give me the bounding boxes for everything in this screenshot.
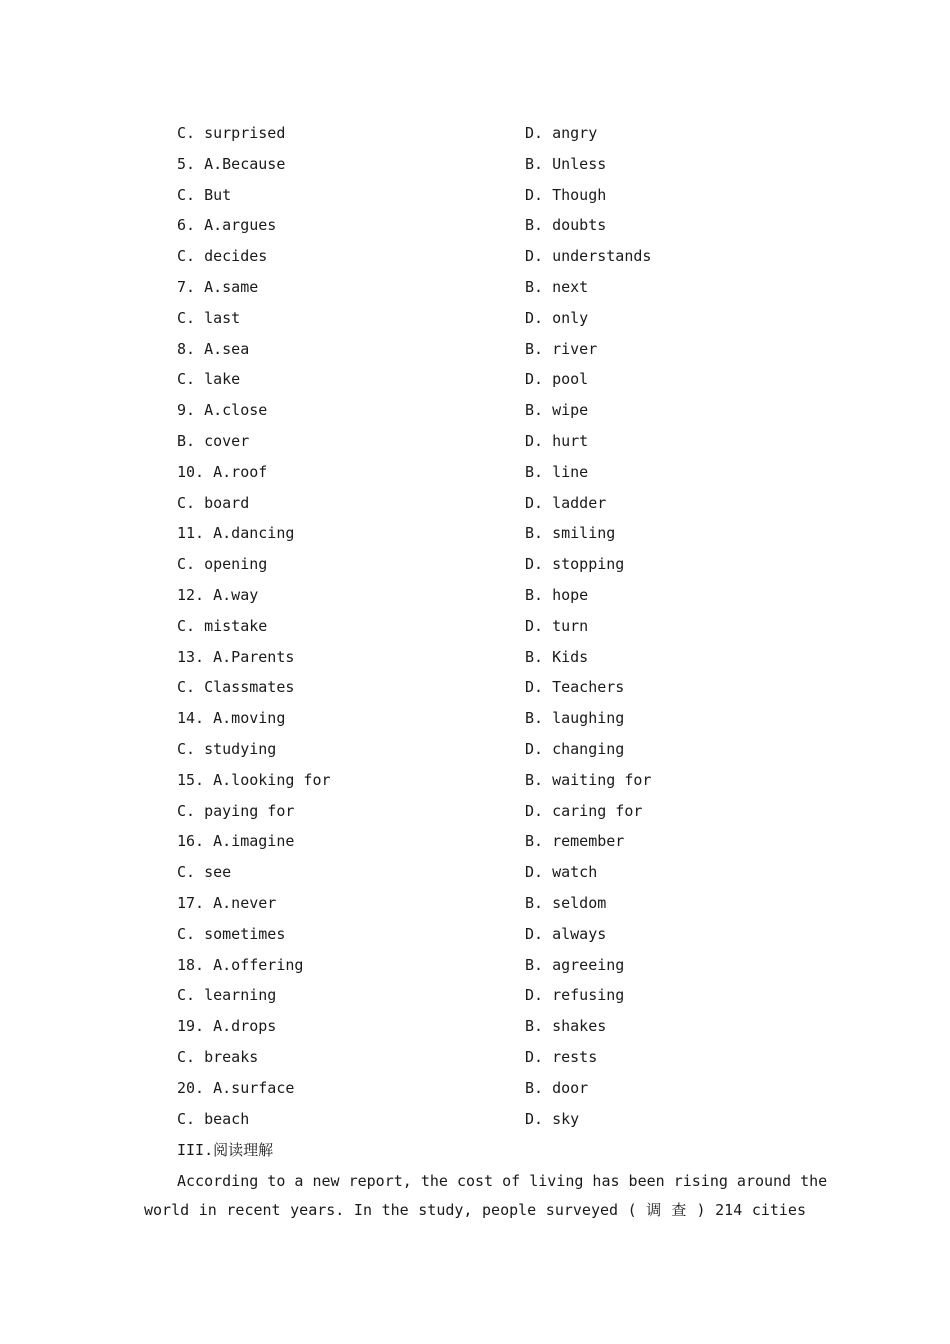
option-right: B. hope: [525, 585, 589, 604]
option-row: [177, 826, 817, 857]
option-right: D. Though: [525, 185, 607, 204]
option-left: 16. A.imagine: [177, 832, 295, 851]
option-row: [177, 210, 817, 241]
option-right: D. hurt: [525, 431, 589, 450]
option-right: B. seldom: [525, 893, 607, 912]
option-right: D. Teachers: [525, 678, 625, 697]
option-row: [177, 180, 817, 211]
option-right: D. only: [525, 308, 589, 327]
option-row: [177, 888, 817, 919]
option-right: D. watch: [525, 863, 598, 882]
option-row: [177, 611, 817, 642]
passage-line: world in recent years. In the study, people surveyed ( 调 查 ) 214 cities: [144, 1201, 806, 1219]
option-left: C. surprised: [177, 124, 286, 142]
option-right: D. refusing: [525, 986, 625, 1005]
option-row: [177, 857, 817, 888]
option-left: C. decides: [177, 247, 268, 266]
option-row: [177, 426, 817, 457]
option-row: [177, 765, 817, 796]
option-left: C. breaks: [177, 1047, 259, 1066]
option-row: [177, 395, 817, 426]
option-left: 5. A.Because: [177, 154, 286, 173]
option-right: B. river: [525, 339, 598, 358]
option-right: D. pool: [525, 370, 589, 389]
option-right: B. door: [525, 1078, 589, 1097]
option-left: 7. A.same: [177, 277, 259, 296]
option-right: B. shakes: [525, 1017, 607, 1036]
option-right: B. line: [525, 462, 589, 481]
section-heading: III.阅读理解: [177, 1141, 274, 1159]
option-left: C. But: [177, 185, 232, 204]
option-right: D. changing: [525, 739, 625, 758]
option-left: 20. A.surface: [177, 1078, 295, 1097]
answer-options-list: [177, 118, 817, 1134]
option-row: [177, 549, 817, 580]
reading-passage: [144, 1167, 828, 1225]
option-right: D. caring for: [525, 801, 643, 820]
option-left: 11. A.dancing: [177, 524, 295, 543]
option-row: [177, 672, 817, 703]
option-row: [177, 642, 817, 673]
option-left: 19. A.drops: [177, 1017, 277, 1036]
option-left: 6. A.argues: [177, 216, 277, 235]
option-row: [177, 580, 817, 611]
option-row: [177, 241, 817, 272]
option-row: [177, 703, 817, 734]
option-right: B. agreeing: [525, 955, 625, 974]
option-row: [177, 734, 817, 765]
option-left: C. mistake: [177, 616, 268, 635]
option-right: B. smiling: [525, 524, 616, 543]
option-right: D. stopping: [525, 555, 625, 574]
option-left: 10. A.roof: [177, 462, 268, 481]
option-right: B. wipe: [525, 401, 589, 420]
option-row: [177, 950, 817, 981]
option-right: D. always: [525, 924, 607, 943]
option-left: 14. A.moving: [177, 709, 286, 728]
option-left: C. paying for: [177, 801, 295, 820]
option-right: D. angry: [525, 124, 598, 142]
option-right: D. turn: [525, 616, 589, 635]
option-row: [177, 364, 817, 395]
option-row: [177, 457, 817, 488]
option-right: D. understands: [525, 247, 652, 266]
option-row: [177, 272, 817, 303]
option-right: D. ladder: [525, 493, 607, 512]
option-left: C. board: [177, 493, 250, 512]
passage-line: According to a new report, the cost of living has been rising around the: [177, 1172, 828, 1190]
option-left: 12. A.way: [177, 585, 259, 604]
option-left: C. lake: [177, 370, 241, 389]
option-left: C. last: [177, 308, 241, 327]
option-row: [177, 1104, 817, 1135]
option-right: B. next: [525, 277, 589, 296]
option-right: B. waiting for: [525, 770, 652, 789]
option-row: [177, 303, 817, 334]
option-row: [177, 334, 817, 365]
option-left: 8. A.sea: [177, 339, 250, 358]
option-left: 18. A.offering: [177, 955, 304, 974]
option-row: [177, 1011, 817, 1042]
option-row: [177, 1073, 817, 1104]
option-left: 15. A.looking for: [177, 770, 331, 789]
option-left: C. studying: [177, 739, 277, 758]
option-row: [177, 118, 817, 149]
option-row: [177, 796, 817, 827]
option-row: [177, 518, 817, 549]
option-right: D. rests: [525, 1047, 598, 1066]
option-row: [177, 980, 817, 1011]
option-right: B. Unless: [525, 154, 607, 173]
option-left: C. Classmates: [177, 678, 295, 697]
option-row: [177, 488, 817, 519]
option-left: C. see: [177, 863, 232, 882]
option-row: [177, 149, 817, 180]
option-row: [177, 1042, 817, 1073]
option-left: C. beach: [177, 1109, 250, 1128]
option-left: 17. A.never: [177, 893, 277, 912]
option-right: B. Kids: [525, 647, 589, 666]
option-left: C. opening: [177, 555, 268, 574]
option-right: B. doubts: [525, 216, 607, 235]
option-row: [177, 919, 817, 950]
option-right: D. sky: [525, 1109, 580, 1128]
option-left: C. learning: [177, 986, 277, 1005]
option-right: B. remember: [525, 832, 625, 851]
option-left: 13. A.Parents: [177, 647, 295, 666]
option-left: B. cover: [177, 431, 250, 450]
option-left: C. sometimes: [177, 924, 286, 943]
option-left: 9. A.close: [177, 401, 268, 420]
option-right: B. laughing: [525, 709, 625, 728]
